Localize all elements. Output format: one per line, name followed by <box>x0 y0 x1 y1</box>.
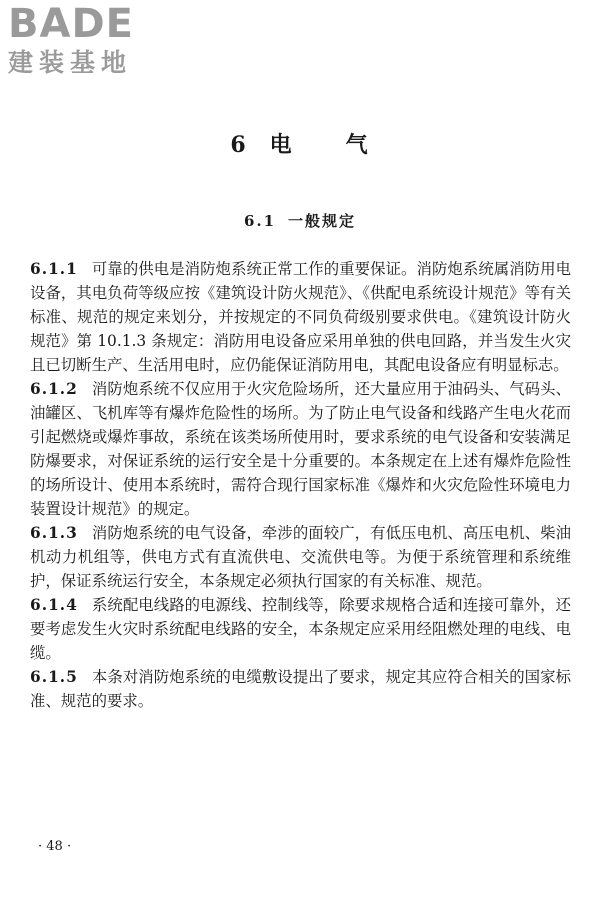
page-number: · 48 · <box>38 839 72 854</box>
chapter-number: 6 <box>230 132 248 158</box>
chapter-title-char-1: 电 <box>269 132 294 158</box>
clause-6-1-3 <box>30 521 571 593</box>
clause-text: 可靠的供电是消防炮系统正常工作的重要保证。消防炮系统属消防用电设备，其电负荷等级应按《建筑设计防火规范》、《供配电系统设计规范》等有关标准、规范的规定来划分，并按规定的不同负荷级别要求供电。《建筑设计防火规范》第 10.1.3 条规定：消防用电设备应采用单独的供电回路，并当发生火灾且已切断生产、生活用电时，应仍能保证消防用电，其配电设备应有明显标志。 <box>30 260 571 374</box>
logo-wordmark: BADE <box>8 1 134 47</box>
clause-number: 6.1.4 <box>30 596 78 614</box>
clause-text: 消防炮系统不仅应用于火灾危险场所，还大量应用于油码头、气码头、油罐区、飞机库等有爆炸危险性的场所。为了防止电气设备和线路产生电火花而引起燃烧或爆炸事故，系统在该类场所使用时，要求系统的电气设备和安装满足防爆要求，对保证系统的运行安全是十分重要的。本条规定在上述有爆炸危险性的场所设计、使用本系统时，需符合现行国家标准《爆炸和火灾危险性环境电力装置设计规范》的规定。 <box>30 380 571 518</box>
clause-number: 6.1.2 <box>30 380 78 398</box>
clause-list <box>30 257 571 713</box>
bade-logo <box>8 2 178 84</box>
section-title-text: 一般规定 <box>288 212 357 230</box>
clause-number: 6.1.1 <box>30 260 78 278</box>
clause-6-1-4 <box>30 593 571 665</box>
logo-subtitle: 建装基地 <box>8 48 133 77</box>
chapter-title <box>0 130 600 160</box>
section-title <box>0 210 600 232</box>
clause-6-1-2 <box>30 377 571 521</box>
clause-number: 6.1.5 <box>30 668 78 686</box>
clause-text: 本条对消防炮系统的电缆敷设提出了要求，规定其应符合相关的国家标准、规范的要求。 <box>30 668 571 710</box>
clause-6-1-1 <box>30 257 571 377</box>
chapter-title-char-2: 气 <box>345 132 370 158</box>
clause-number: 6.1.3 <box>30 524 78 542</box>
section-number: 6.1 <box>243 212 277 230</box>
clause-text: 系统配电线路的电源线、控制线等，除要求规格合适和连接可靠外，还要考虑发生火灾时系统配电线路的安全，本条规定应采用经阻燃处理的电线、电缆。 <box>30 596 571 662</box>
clause-text: 消防炮系统的电气设备，牵涉的面较广，有低压电机、高压电机、柴油机动力机组等，供电方式有直流供电、交流供电等。为便于系统管理和系统维护，保证系统运行安全，本条规定必须执行国家的有关标准、规范。 <box>30 524 571 590</box>
clause-6-1-5 <box>30 665 571 713</box>
